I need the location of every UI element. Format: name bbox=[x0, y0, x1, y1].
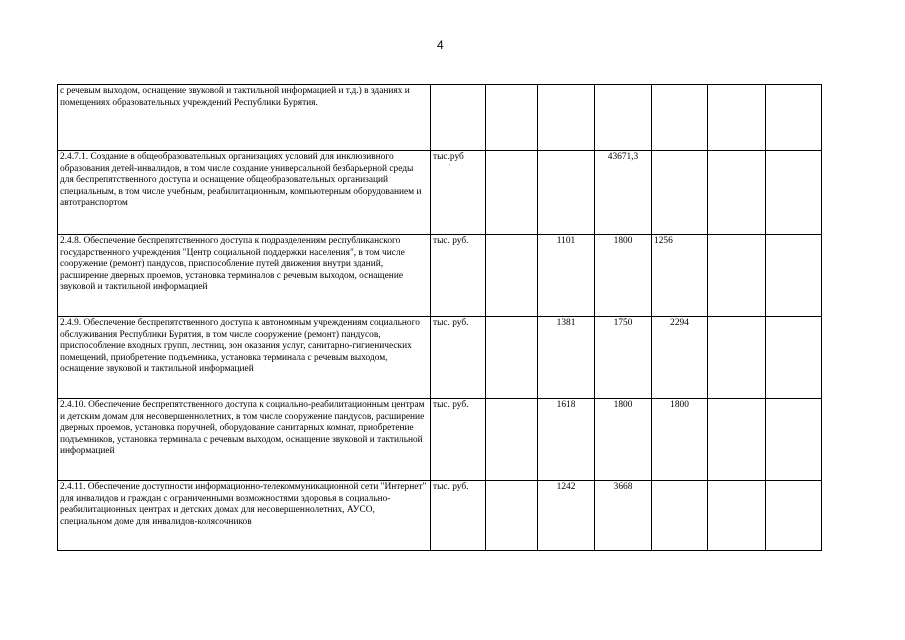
value-cell: 1101 bbox=[538, 235, 595, 317]
value-cell bbox=[652, 151, 708, 235]
value-cell bbox=[595, 85, 652, 151]
value-cell bbox=[708, 399, 766, 481]
unit-cell: тыс. руб. bbox=[431, 481, 486, 551]
unit-label: тыс.руб bbox=[433, 152, 464, 162]
value-cell: 1618 bbox=[538, 399, 595, 481]
value-cell: 1381 bbox=[538, 317, 595, 399]
unit-cell bbox=[431, 85, 486, 151]
value-cell bbox=[708, 317, 766, 399]
table-row bbox=[58, 151, 822, 235]
unit-cell bbox=[431, 151, 486, 235]
measure-description: 2.4.8. Обеспечение беспрепятственного доступа к подразделениям республиканского государственного учреждения "Центр социальной поддержки населения", в том числе сооружение (ремонт) пандусов, приспособление путей движения внутри зданий, расширение дверных проемов, установка терминалов с речевым выходом, оснащение звуковой и тактильной информацией bbox=[58, 235, 431, 317]
empty-cell bbox=[766, 399, 822, 481]
empty-cell bbox=[766, 85, 822, 151]
measure-description: 2.4.10. Обеспечение беспрепятственного доступа к социально-реабилитационным центрам и детским домам для несовершеннолетних, в том числе сооружение пандусов, расширение дверных проемов, установка поручней, оборудование санитарных комнат, приобретение подъемников, установка терминала с речевым выходом, оснащение звуковой и тактильной информацией bbox=[58, 399, 431, 481]
empty-cell bbox=[486, 151, 538, 235]
value-cell: 1750 bbox=[595, 317, 652, 399]
table-row bbox=[58, 399, 822, 481]
unit-cell: тыс. руб. bbox=[431, 235, 486, 317]
empty-cell bbox=[766, 235, 822, 317]
value-cell: 1800 bbox=[595, 235, 652, 317]
measure-description: 2.4.11. Обеспечение доступности информационно-телекоммуникационной сети "Интернет" для инвалидов и граждан с ограниченными возможностями здоровья в социально-реабилитационных центрах и детских домах для несовершеннолетних, АУСО, специальном доме для инвалидов-колясочников bbox=[58, 481, 431, 551]
table-row bbox=[58, 317, 822, 399]
empty-cell bbox=[766, 317, 822, 399]
empty-cell bbox=[766, 481, 822, 551]
value-cell: 2294 bbox=[652, 317, 708, 399]
measure-description: 2.4.7.1. Создание в общеобразовательных организациях условий для инклюзивного образования детей-инвалидов, в том числе создание универсальной безбарьерной среды для беспрепятственного доступа и оснащение общеобразовательных организаций специальным, в том числе учебным, реабилитационным, компьютерным оборудованием и автотранспортом bbox=[58, 151, 431, 235]
value-cell bbox=[708, 481, 766, 551]
empty-cell bbox=[486, 481, 538, 551]
table-row bbox=[58, 481, 822, 551]
empty-cell bbox=[486, 317, 538, 399]
measure-description: 2.4.9. Обеспечение беспрепятственного доступа к автономным учреждениям социального обслуживания Республики Бурятия, в том числе сооружение (ремонт) пандусов, приспособление входных групп, лестниц, зон оказания услуг, санитарно-гигиенических помещений, приобретение подъемника, установка терминала с речевым выходом, оснащение звуковой и тактильной информацией bbox=[58, 317, 431, 399]
empty-cell bbox=[766, 151, 822, 235]
measure-description: с речевым выходом, оснащение звуковой и тактильной информацией и т.д.) в зданиях и помещениях образовательных учреждений Республики Бурятия. bbox=[58, 85, 431, 151]
table-row bbox=[58, 85, 822, 151]
value-cell bbox=[652, 481, 708, 551]
value-cell: 1800 bbox=[652, 399, 708, 481]
empty-cell bbox=[486, 85, 538, 151]
value-cell bbox=[708, 151, 766, 235]
empty-cell bbox=[486, 399, 538, 481]
value-cell bbox=[652, 85, 708, 151]
unit-cell: тыс. руб. bbox=[431, 399, 486, 481]
value-cell bbox=[708, 235, 766, 317]
value-cell: 3668 bbox=[595, 481, 652, 551]
value-cell bbox=[538, 85, 595, 151]
empty-cell bbox=[486, 235, 538, 317]
value-cell: 1800 bbox=[595, 399, 652, 481]
page-number: 4 bbox=[437, 38, 444, 52]
value-cell: 1242 bbox=[538, 481, 595, 551]
program-measures-table bbox=[57, 84, 822, 551]
table-row bbox=[58, 235, 822, 317]
unit-mark: ' bbox=[449, 163, 451, 170]
value-cell bbox=[538, 151, 595, 235]
value-cell: 1256 bbox=[652, 235, 708, 317]
unit-cell: тыс. руб. bbox=[431, 317, 486, 399]
value-cell bbox=[708, 85, 766, 151]
value-cell: 43671,3 bbox=[595, 151, 652, 235]
